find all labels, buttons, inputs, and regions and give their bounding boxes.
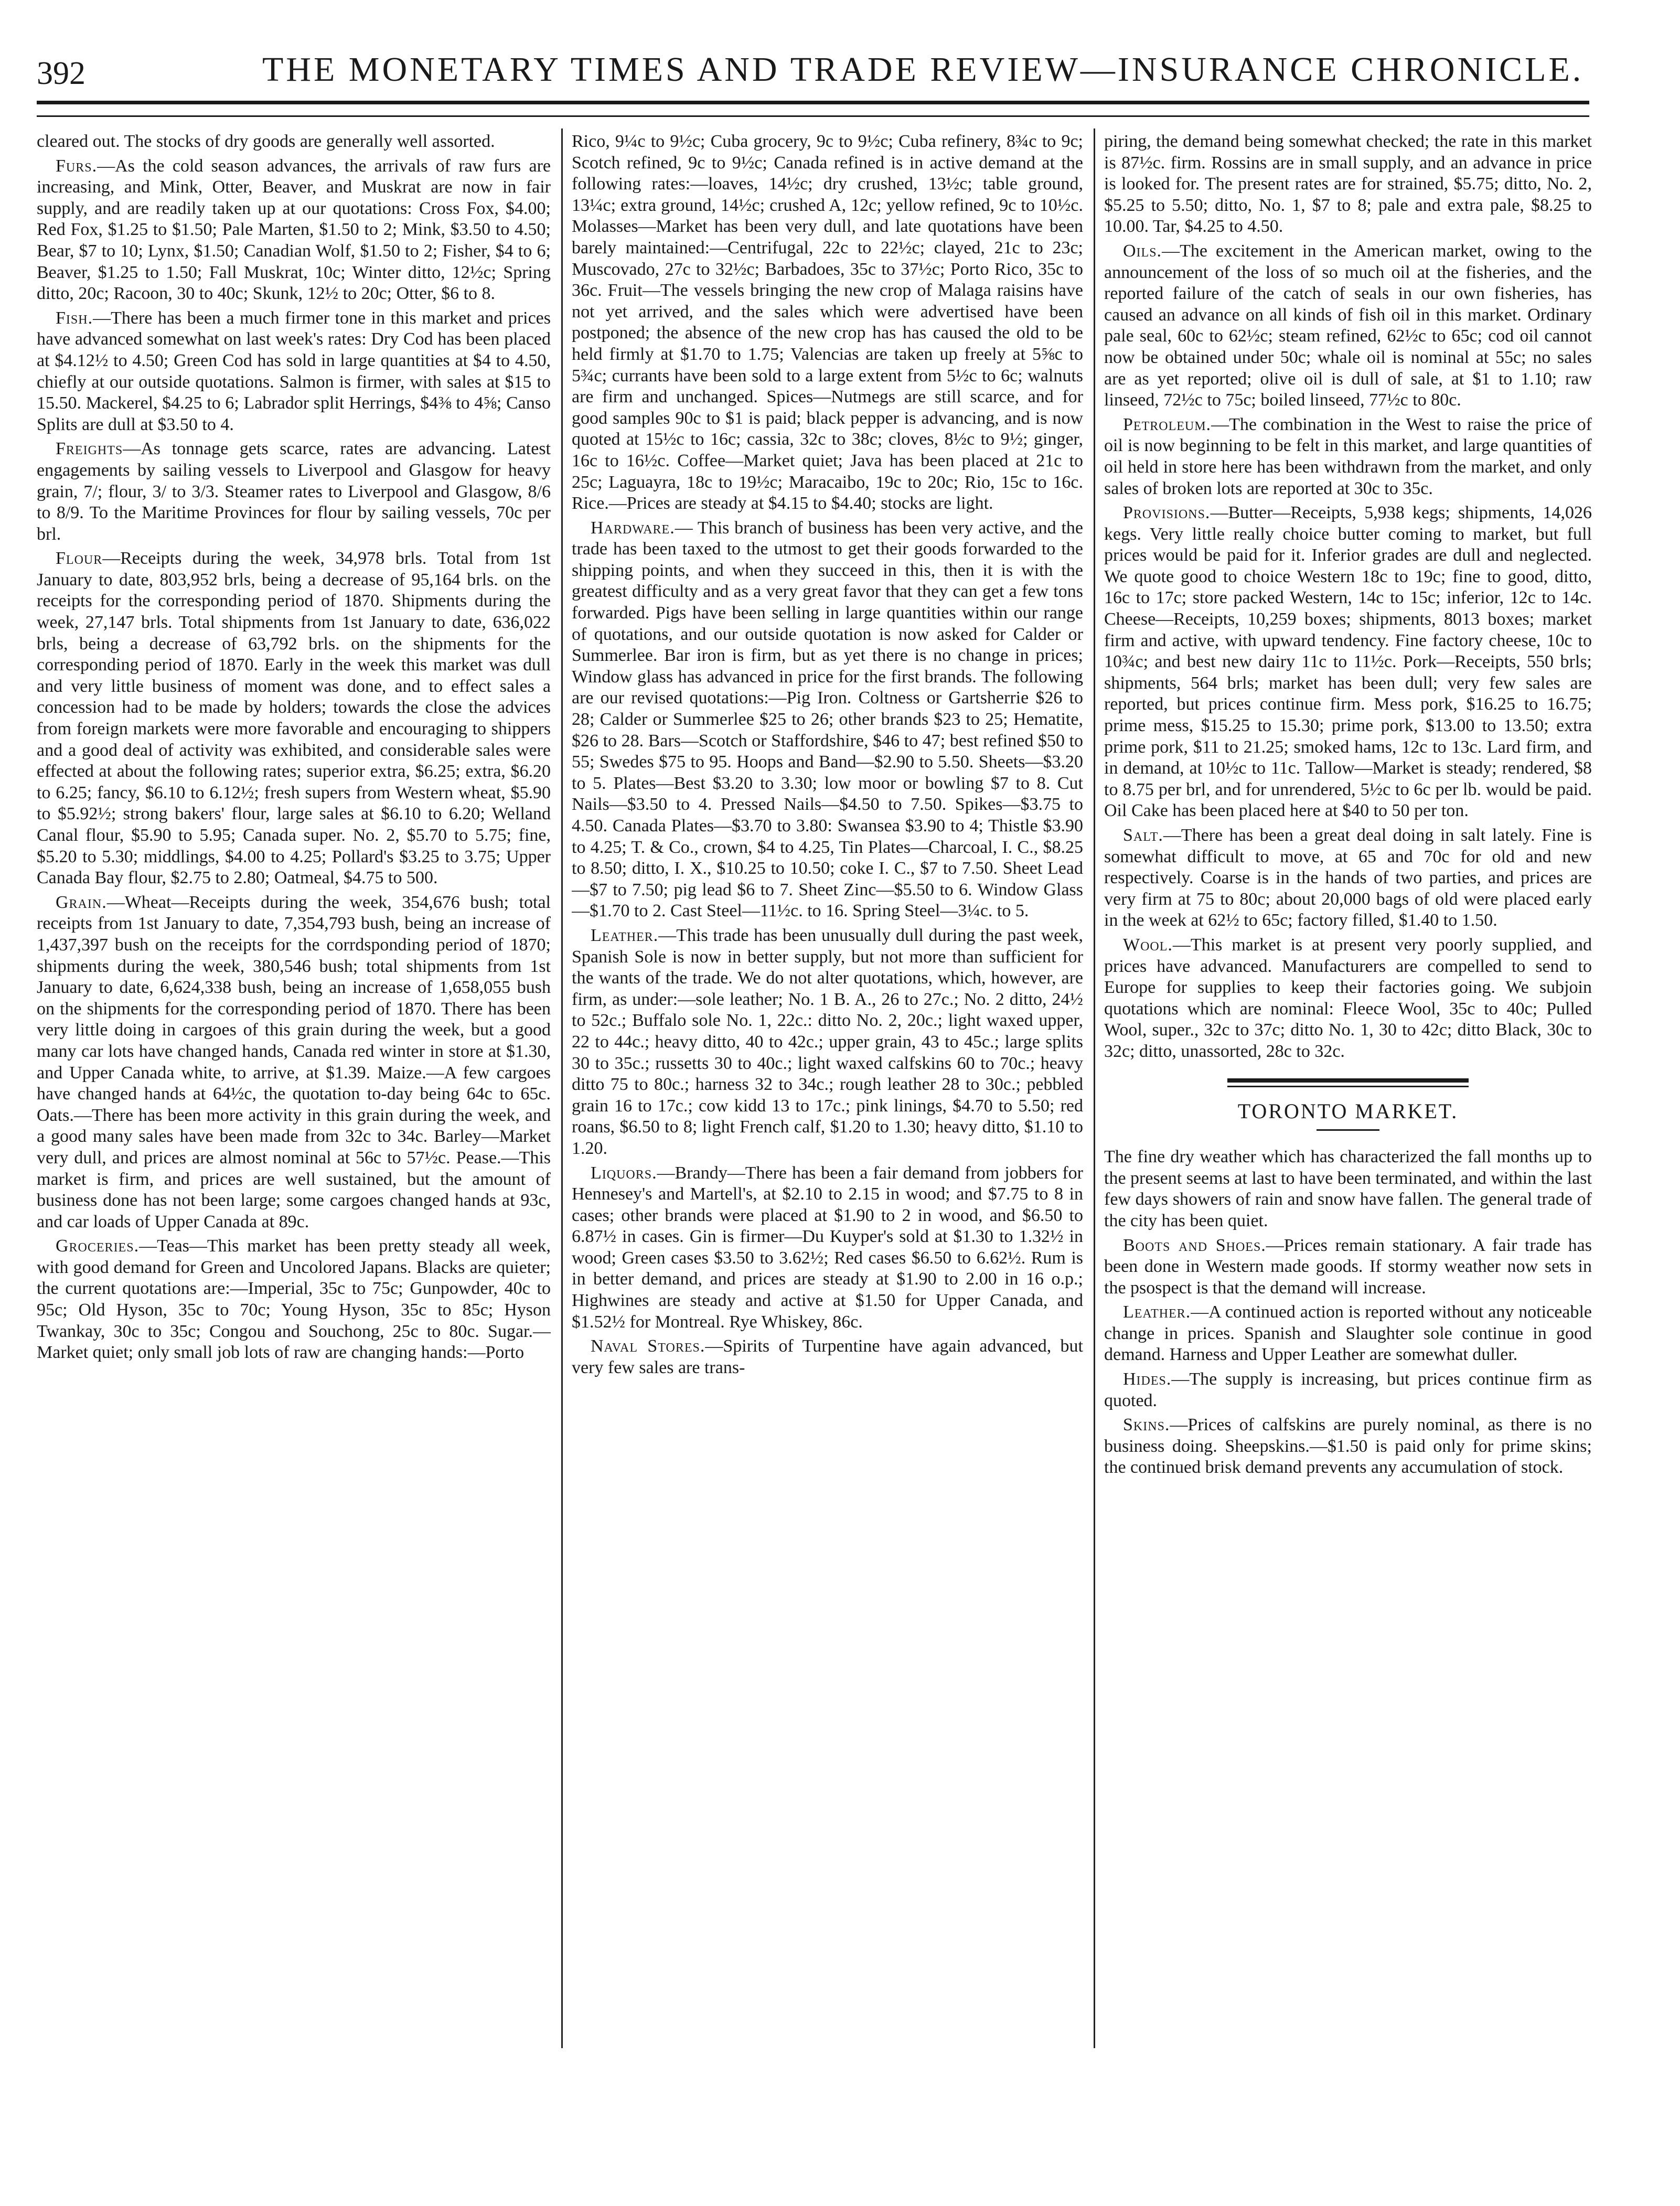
paragraph-heading: Grain. bbox=[56, 892, 107, 912]
article-paragraph bbox=[37, 156, 551, 305]
paragraph-text: — This branch of business has been very active, and the trade has been taxed to the utmost to get their goods forwarded to the shipping points, and when they succeed in this, then it is with the greatest difficulty and as a very great favor that they can get a few tons forwarded. Pigs have been selling in large quantities within our range of quotations, and our outside quotation is now asked for Calder or Summerlee. Bar iron is firm, but as yet there is no change in prices; Window glass has advanced in price for the first brands. The following are our revised quotations:—Pig Iron. Coltness or Gartsherrie $26 to 28; Calder or Summerlee $25 to 26; other brands $23 to 25; Hematite, $26 to 28. Bars—Scotch or Staffordshire, $46 to 47; best refined $50 to 55; Swedes $75 to 95. Hoops and Band—$2.90 to 5.50. Sheets—$3.20 to 5. Plates—Best $3.20 to 3.30; low moor or bowling $7 to 8. Cut Nails—$3.50 to 4. Pressed Nails—$4.50 to 7.50. Spikes—$3.75 to 4.50. Canada Plates—$3.70 to 3.80: Swansea $3.90 to 4; Thistle $3.90 to 4.25; T. & Co., crown, $4 to 4.25, Tin Plates—Charcoal, I. C., $8.25 to 8.50; ditto, I. X., $10.25 to 10.50; coke I. C., $7 to 7.50. Sheet Lead—$7 to 7.50; pig lead $6 to 7. Sheet Zinc—$5.50 to 6. Window Glass—$1.70 to 2. Cast Steel—11½c. to 16. Spring Steel—3¼c. to 5. bbox=[572, 518, 1083, 921]
column-1 bbox=[37, 131, 551, 2072]
article-paragraph bbox=[1104, 414, 1592, 499]
section-short-rule bbox=[1317, 1129, 1379, 1131]
article-paragraph bbox=[1104, 1235, 1592, 1299]
paragraph-text: —Spirits of Turpentine have again advanced, but very few sales are trans- bbox=[572, 1336, 1083, 1377]
article-paragraph bbox=[1104, 1415, 1592, 1479]
paragraph-text: cleared out. The stocks of dry goods are generally well assorted. bbox=[37, 132, 495, 151]
article-paragraph bbox=[37, 308, 551, 436]
paragraph-text: —A continued action is reported without any noticeable change in prices. Spanish and Slaughter sole continue in good demand. Harness and Upper Leather are somewhat duller. bbox=[1104, 1302, 1592, 1365]
paragraph-heading: Hardware. bbox=[591, 518, 675, 538]
column-divider bbox=[1094, 128, 1095, 2048]
paragraph-heading: Boots and Shoes. bbox=[1123, 1235, 1266, 1255]
article-paragraph bbox=[37, 438, 551, 545]
paragraph-text: —There has been a much firmer tone in this market and prices have advanced somewhat on last week's rates: Dry Cod has been placed at $4.12½ to 4.50; Green Cod has sold in large quantities at $4 to 4.50, chiefly at our outside quotations. Salmon is firmer, with sales at $15 to 15.50. Mackerel, $4.25 to 6; Labrador split Herrings, $4⅜ to 4⅝; Canso Splits are dull at $3.50 to 4. bbox=[37, 308, 551, 434]
toronto-market-articles bbox=[1104, 1147, 1592, 1479]
paragraph-heading: Leather. bbox=[1123, 1302, 1191, 1322]
paragraph-heading: Freights bbox=[56, 439, 123, 459]
paragraph-heading: Hides. bbox=[1123, 1369, 1172, 1389]
article-paragraph bbox=[572, 925, 1083, 1160]
paragraph-heading: Liquors. bbox=[591, 1163, 657, 1183]
paragraph-heading: Groceries. bbox=[56, 1236, 140, 1256]
paragraph-heading: Fish. bbox=[56, 308, 93, 328]
paragraph-heading: Naval Stores. bbox=[591, 1336, 705, 1356]
paragraph-text: Rico, 9¼c to 9½c; Cuba grocery, 9c to 9½c; Cuba refinery, 8¾c to 9c; Scotch refined, 9c to 9½c; Canada refined is in active demand at the following rates:—loaves, 14½c; dry crushed, 13½c; table ground, 13¼c; extra ground, 14½c; crushed A, 12c; yellow refined, 9c to 10½c. Molasses—Market has been very dull, and late quotations have been barely maintained:—Centrifugal, 22c to 22½c; clayed, 21c to 23c; Muscovado, 27c to 32½c; Barbadoes, 35c to 37½c; Porto Rico, 35c to 36c. Fruit—The vessels bringing the new crop of Malaga raisins have not yet arrived, and the sales which were advertised have been postponed; the absence of the new crop has has caused the old to be held firmly at $1.70 to 1.75; Valencias are taken up freely at 5⅝c to 5¾c; currants have been sold to a large extent from 5½c to 6c; walnuts are firm and unchanged. Spices—Nutmegs are still scarce, and for good samples 90c to $1 is paid; black pepper is advancing, and is now quoted at 15½c to 16c; cassia, 32c to 38c; cloves, 8½c to 9½; ginger, 16c to 16½c. Coffee—Market quiet; Java has been placed at 21c to 25c; Laguayra, 18c to 19½c; Maracaibo, 19c to 20c; Rio, 15c to 16c. Rice.—Prices are steady at $4.15 to $4.40; stocks are light. bbox=[572, 132, 1083, 513]
paragraph-text: —This trade has been unusually dull during the past week, Spanish Sole is now in better supply, but not more than sufficient for the wants of the trade. We do not alter quotations, which, however, are firm, as under:—sole leather; No. 1 B. A., 26 to 27c.; No. 2 ditto, 24½ to 52c.; Buffalo sole No. 1, 22c.: ditto No. 2, 20c.; light waxed upper, 22 to 44c.; heavy ditto, 40 to 42c.; upper grain, 43 to 45c.; large splits 30 to 35c.; russetts 30 to 40c.; light waxed calfskins 60 to 70c.; heavy ditto 75 to 80c.; harness 32 to 34c.; rough leather 28 to 30c.; pebbled grain 16 to 17c.; cow kidd 13 to 17c.; pink linings, $4.70 to 5.50; red roans, $6.50 to 8; light French calf, $1.20 to 1.30; heavy ditto, $1.10 to 1.20. bbox=[572, 925, 1083, 1158]
paragraph-text: —As tonnage gets scarce, rates are advancing. Latest engagements by sailing vessels to Liverpool and Glasgow for heavy grain, 7/; flour, 3/ to 3/3. Steamer rates to Liverpool and Glasgow, 8/6 to 8/9. To the Maritime Provinces for flour by sailing vessels, 70c per brl. bbox=[37, 439, 551, 544]
article-paragraph bbox=[1104, 502, 1592, 822]
header-rule-thick bbox=[37, 101, 1589, 104]
paragraph-text: —The supply is increasing, but prices continue firm as quoted. bbox=[1104, 1369, 1592, 1410]
article-paragraph bbox=[37, 892, 551, 1233]
article-paragraph bbox=[1104, 1147, 1592, 1231]
column-3-articles bbox=[1104, 131, 1592, 1063]
toronto-market-section bbox=[1104, 1078, 1592, 1479]
article-paragraph bbox=[1104, 1302, 1592, 1366]
paragraph-text: —There has been a great deal doing in salt lately. Fine is somewhat difficult to move, at 65 and 70c for old and new respectively. Coarse is in the hands of two parties, and prices are very firm at 75 to 80c; about 20,000 bags of old were placed early in the week at 62½ to 65c; factory filled, $1.40 to 1.50. bbox=[1104, 826, 1592, 930]
paragraph-text: —Teas—This market has been pretty steady all week, with good demand for Green and Uncolored Japans. Blacks are quieter; the current quotations are:—Imperial, 35c to 75c; Gunpowder, 40c to 95c; Old Hyson, 35c to 70c; Young Hyson, 35c to 85c; Hyson Twankay, 30c to 35c; Congou and Souchong, 25c to 80c. Sugar.—Market quiet; only small job lots of raw are changing hands:—Porto bbox=[37, 1236, 551, 1363]
paragraph-text: —Prices of calfskins are purely nominal, as there is no business doing. Sheepskins.—$1.50 is paid only for prime skins; the continued brisk demand prevents any accumulation of stock. bbox=[1104, 1415, 1592, 1477]
column-3 bbox=[1104, 131, 1592, 2072]
paragraph-heading: Oils. bbox=[1123, 241, 1162, 261]
page-header bbox=[37, 50, 1589, 108]
article-paragraph bbox=[1104, 1369, 1592, 1411]
paragraph-heading: Provisions. bbox=[1123, 503, 1211, 523]
paragraph-heading: Salt. bbox=[1123, 826, 1163, 845]
paragraph-text: piring, the demand being somewhat checked; the rate in this market is 87½c. firm. Rossins are in small supply, and an advance in price is looked for. The present rates are for strained, $5.75; ditto, No. 2, $5.25 to 5.50; ditto, No. 1, $7 to 8; pale and extra pale, $8.25 to 10.00. Tar, $4.25 to 4.50. bbox=[1104, 132, 1592, 237]
masthead-title: THE MONETARY TIMES AND TRADE REVIEW—INSURANCE CHRONICLE. bbox=[262, 50, 1584, 89]
section-rule-thin bbox=[1227, 1086, 1469, 1087]
paragraph-text: —Butter—Receipts, 5,938 kegs; shipments, 14,026 kegs. Very little really choice butter coming to market, but full prices would be paid for it. Inferior grades are dull and neglected. We quote good to choice Western 18c to 19c; fine to good, ditto, 16c to 17c; store packed Western, 14c to 15c; inferior, 12c to 14c. Cheese—Receipts, 10,259 boxes; shipments, 8013 boxes; market firm and active, with upward tendency. Fine factory cheese, 10c to 10¾c; and best new dairy 11c to 11½c. Pork—Receipts, 550 brls; shipments, 564 brls; market has been dull; very few sales are reported, but prices continue firm. Mess pork, $16.25 to 16.75; prime mess, $15.25 to 15.30; prime pork, $13.00 to 13.50; extra prime pork, $11 to 21.25; smoked hams, 12c to 13c. Lard firm, and in demand, at 10½c to 11c. Tallow—Market is steady; rendered, $8 to 8.75 per brl, and for unrendered, 5½c to 6c per lb. would be paid. Oil Cake has been placed here at $40 to 50 per ton. bbox=[1104, 503, 1592, 821]
paragraph-heading: Petroleum. bbox=[1123, 414, 1212, 434]
paragraph-text: —Brandy—There has been a fair demand from jobbers for Hennesey's and Martell's, at $2.10 to 2.15 in wood; and $7.75 to 8 in cases; other brands were placed at $1.90 to 2 in wood, and $6.50 to 6.87½ in cases. Gin is firmer—Du Kuyper's sold at $1.30 to 1.32½ in wood; Green cases $3.50 to 3.62½; Red cases $6.50 to 6.62½. Rum is in better demand, and prices are steady at $1.90 to 2.00 in 16 o.p.; Highwines are steady and active at $1.50 for Upper Canada, and $1.52½ for Montreal. Rye Whiskey, 86c. bbox=[572, 1163, 1083, 1332]
article-paragraph bbox=[572, 131, 1083, 515]
paragraph-text: The fine dry weather which has characterized the fall months up to the present seems at last to have been terminated, and within the last few days showers of rain and snow have fallen. The general trade of the city has been quiet. bbox=[1104, 1147, 1592, 1230]
article-paragraph bbox=[572, 518, 1083, 922]
header-rule-thin bbox=[37, 115, 1589, 117]
paragraph-text: —The combination in the West to raise the price of oil is now beginning to be felt in this market, and large quantities of oil held in store here has been withdrawn from the market, and only sales of broken lots are reported at 30c to 35c. bbox=[1104, 414, 1592, 498]
paragraph-heading: Skins. bbox=[1123, 1415, 1170, 1435]
article-paragraph bbox=[572, 1163, 1083, 1333]
article-paragraph bbox=[1104, 935, 1592, 1063]
article-paragraph bbox=[1104, 131, 1592, 238]
paragraph-heading: Flour bbox=[56, 549, 103, 569]
paragraph-heading: Wool. bbox=[1123, 935, 1173, 955]
paragraph-text: —This market is at present very poorly supplied, and prices have advanced. Manufacturers are compelled to send to Europe for supplies to keep their factories going. We subjoin quotations which are nominal: Fleece Wool, 35c to 40c; Pulled Wool, super., 32c to 37c; ditto No. 1, 30 to 42c; ditto Black, 30c to 32c; ditto, unassorted, 28c to 32c. bbox=[1104, 935, 1592, 1061]
paragraph-text: —The excitement in the American market, owing to the announcement of the loss of so much oil at the fisheries, and the reported failure of the catch of seals in our own fisheries, has caused an advance on all kinds of fish oil in this market. Ordinary pale seal, 60c to 62½c; steam refined, 62½c to 65c; cod oil cannot now be obtained under 50c; whale oil is nominal at 55c; no sales are as yet reported; olive oil is dull of sale, at $1 to 1.10; raw linseed, 72½c to 75c; boiled linseed, 77½c to 80c. bbox=[1104, 241, 1592, 410]
paragraph-text: —As the cold season advances, the arrivals of raw furs are increasing, and Mink, Otter, Beaver, and Muskrat are now in fair supply, and are readily taken up at our quotations: Cross Fox, $4.00; Red Fox, $1.25 to $1.50; Pale Marten, $1.50 to 2; Mink, $3.50 to 4.50; Bear, $7 to 10; Lynx, $1.50; Canadian Wolf, $1.50 to 2; Fisher, $4 to 6; Beaver, $1.25 to 1.50; Fall Muskrat, 10c; Winter ditto, 12½c; Spring ditto, 20c; Racoon, 30 to 40c; Skunk, 12½ to 20c; Otter, $6 to 8. bbox=[37, 156, 551, 304]
section-title: TORONTO MARKET. bbox=[1237, 1099, 1459, 1123]
paragraph-heading: Leather. bbox=[591, 925, 659, 945]
article-paragraph bbox=[1104, 825, 1592, 931]
paragraph-heading: Furs. bbox=[56, 156, 98, 176]
article-paragraph bbox=[37, 1236, 551, 1364]
section-rule-thick bbox=[1227, 1078, 1469, 1083]
article-paragraph bbox=[37, 131, 551, 153]
paragraph-text: —Receipts during the week, 34,978 brls. Total from 1st January to date, 803,952 brls, being a decrease of 95,164 brls. on the receipts for the corresponding period of 1870. Shipments during the week, 27,147 brls. Total shipments from 1st January to date, 636,022 brls, being a decrease of 63,792 brls. on the shipments for the corresponding period of 1870. Early in the week this market was dull and very little business of moment was done, and to effect sales a concession had to be made by holders; towards the close the advices from foreign markets were more favorable and encouraging to shippers and a good deal of activity was exhibited, and considerable sales were effected at about the following rates; superior extra, $6.25; extra, $6.20 to 6.25; fancy, $6.10 to 6.12½; fresh supers from Western wheat, $5.90 to $5.92½; strong bakers' flour, large sales at $6.10 to 6.20; Welland Canal flour, $5.90 to 5.95; Canada super. No. 2, $5.70 to 5.75; fine, $5.20 to 5.30; middlings, $4.00 to 4.25; Pollard's $3.25 to 3.75; Upper Canada Bay flour, $2.75 to 2.80; Oatmeal, $4.75 to 500. bbox=[37, 549, 551, 888]
article-paragraph bbox=[37, 548, 551, 889]
column-divider bbox=[561, 128, 563, 2048]
column-2 bbox=[572, 131, 1083, 2072]
article-paragraph bbox=[1104, 241, 1592, 411]
page-number: 392 bbox=[37, 56, 85, 91]
paragraph-text: —Prices remain stationary. A fair trade has been done in Western made goods. If stormy weather now sets in the psospect is that the demand will increase. bbox=[1104, 1235, 1592, 1298]
paragraph-text: —Wheat—Receipts during the week, 354,676 bush; total receipts from 1st January to date, 7,354,793 bush, being an increase of 1,437,397 bush on the receipts for the corrdsponding period of 1870; shipments during the week, 380,546 bush; total shipments from 1st January to date, 6,624,338 bush, being an increase of 1,658,055 bush on the shipments for the corresponding period of 1870. There has been very little doing in cargoes of this grain during the week, but a good many car lots have changed hands, Canada red winter in store at $1.30, and Upper Canada white, to arrive, at $1.39. Maize.—A few cargoes have changed hands at 64½c, the quotation to-day being 64c to 65c. Oats.—There has been more activity in this grain during the week, and a good many sales have been made from 32c to 34c. Barley—Market very dull, and prices are almost nominal at 56c to 57½c. Pease.—This market is firm, and prices are well sustained, but the amount of business done has not been large; some cargoes changed hands at 93c, and car loads of Upper Canada at 89c. bbox=[37, 892, 551, 1231]
article-paragraph bbox=[572, 1336, 1083, 1378]
